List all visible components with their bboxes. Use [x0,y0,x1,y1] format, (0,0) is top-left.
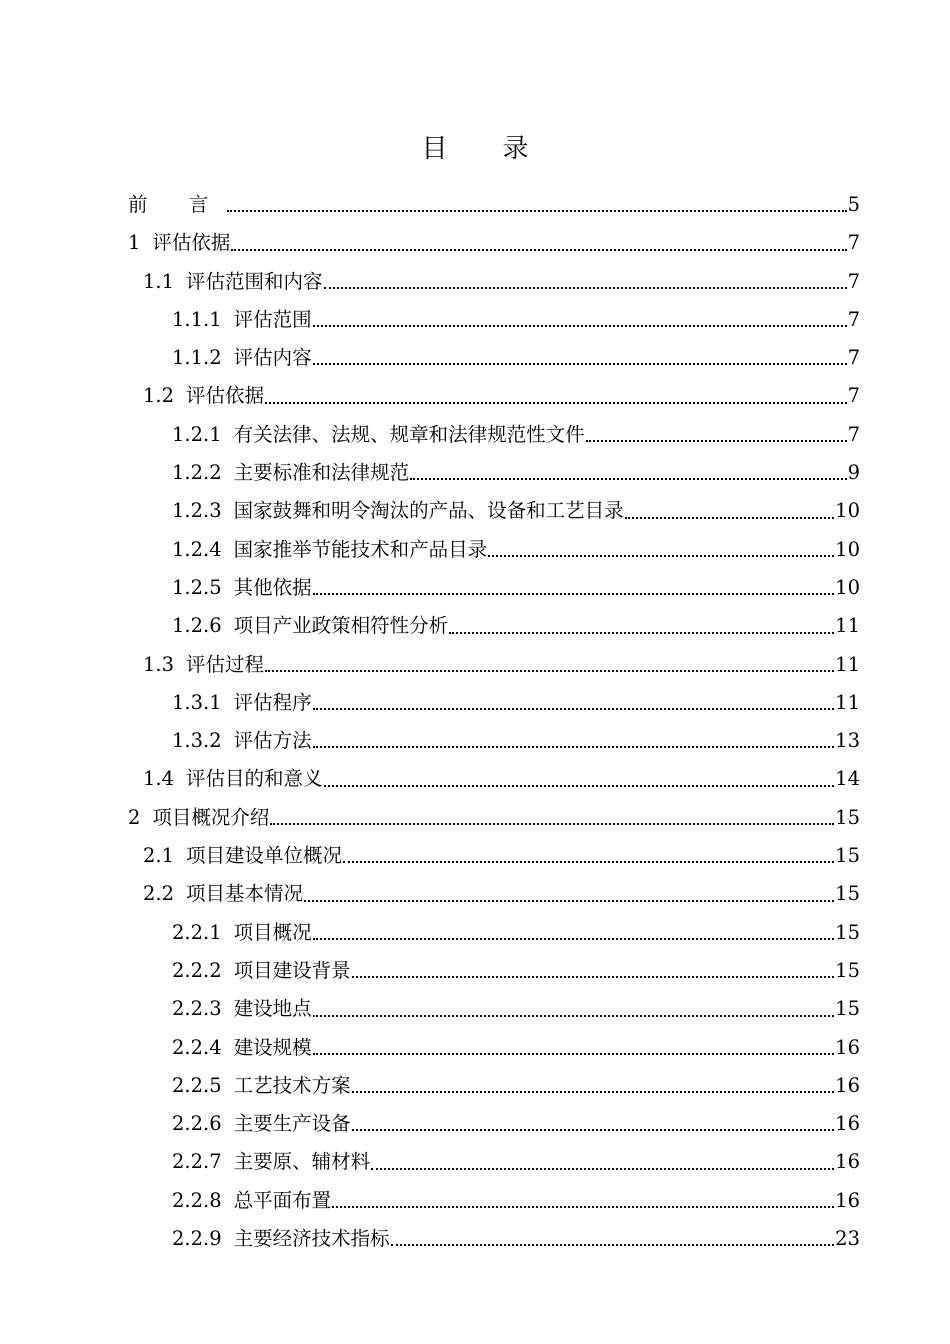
toc-entry-number: 1.3.2 [172,729,222,753]
toc-entry-title: 评估范围和内容 [186,269,323,293]
toc-dot-leader [410,478,846,480]
toc-entry[interactable] [128,301,860,339]
toc-entry[interactable] [128,646,860,684]
toc-entry-title: 有关法律、法规、规章和法律规范性文件 [233,422,585,446]
toc-dot-leader [313,746,835,748]
toc-entry-number: 2.2.3 [172,997,222,1021]
toc-entry-number: 2.2.8 [172,1188,222,1212]
toc-entry-number: 1.2.3 [172,499,222,523]
toc-dot-leader [304,900,834,902]
toc-entry-title: 项目概况 [233,920,312,944]
toc-entry-page-number: 7 [848,377,860,415]
toc-entry[interactable] [128,416,860,454]
toc-entry-number: 1.2.5 [172,575,222,599]
toc-entry-title: 总平面布置 [233,1188,332,1212]
toc-entry[interactable] [128,1182,860,1220]
toc-entry-number: 2.2.4 [172,1035,222,1059]
toc-entry[interactable] [128,760,860,798]
toc-entry-number: 2 [128,805,141,829]
toc-dot-leader [343,861,834,863]
toc-entry-title: 其他依据 [233,575,312,599]
toc-entry-page-number: 13 [835,722,860,760]
toc-entry-title: 评估方法 [233,729,312,753]
toc-entry[interactable] [128,492,860,530]
toc-entry-number: 1.2 [143,384,175,408]
toc-entry[interactable] [128,1067,860,1105]
toc-entry-number: 1.2.2 [172,461,222,485]
toc-entry[interactable] [128,531,860,569]
toc-dot-leader [352,1091,835,1093]
toc-entry-number: 2.2.5 [172,1073,222,1097]
toc-dot-leader [227,210,847,212]
toc-dot-leader [324,287,847,289]
toc-dot-leader [352,1129,835,1131]
toc-entry-title: 项目建设单位概况 [186,844,343,868]
toc-entry-title: 国家鼓舞和明令淘汰的产品、设备和工艺目录 [233,499,624,523]
toc-entry-title: 项目概况介绍 [152,805,270,829]
toc-entry-title: 主要经济技术指标 [233,1227,390,1251]
toc-entry-title: 评估目的和意义 [186,767,323,791]
toc-dot-leader [332,1206,834,1208]
toc-entry-page-number: 16 [835,1029,860,1067]
toc-entry-title: 前 言 [128,193,226,216]
toc-entry-page-number: 15 [835,990,860,1028]
toc-entry-page-number: 7 [848,416,860,454]
toc-dot-leader [313,593,835,595]
toc-entry-title: 项目建设背景 [233,958,351,982]
toc-entry-page-number: 16 [835,1182,860,1220]
toc-entry-number: 2.2.1 [172,920,222,944]
toc-entry-page-number: 11 [835,607,860,645]
toc-entry[interactable] [128,186,860,224]
toc-entry[interactable] [128,875,860,913]
toc-entry-title: 国家推举节能技术和产品目录 [233,537,488,561]
toc-entry[interactable] [128,377,860,415]
toc-entry-title: 主要原、辅材料 [233,1150,371,1174]
toc-entry-page-number: 5 [848,186,860,224]
toc-entry-number: 1.3.1 [172,690,222,714]
toc-entry-page-number: 15 [835,875,860,913]
toc-dot-leader [313,708,835,710]
toc-entry[interactable] [128,1029,860,1067]
toc-entry-number: 1.1.1 [172,307,222,331]
toc-entry-title: 评估依据 [152,231,231,255]
toc-entry-page-number: 7 [848,339,860,377]
toc-dot-leader [265,670,834,672]
toc-entry-title: 工艺技术方案 [233,1073,351,1097]
toc-entry-number: 1.3 [143,652,175,676]
toc-entry-page-number: 11 [835,646,860,684]
toc-entry-page-number: 11 [835,684,860,722]
toc-entry-number: 1.4 [143,767,175,791]
table-of-contents [128,186,860,1258]
toc-entry-page-number: 15 [835,952,860,990]
toc-entry-page-number: 7 [848,301,860,339]
toc-entry-page-number: 7 [848,224,860,262]
toc-entry-number: 1.1 [143,269,175,293]
toc-entry-title: 评估过程 [186,652,265,676]
toc-entry-page-number: 10 [835,492,860,530]
toc-entry[interactable] [128,952,860,990]
toc-entry-page-number: 16 [835,1105,860,1143]
toc-entry-page-number: 16 [835,1067,860,1105]
toc-entry-number: 1.1.2 [172,346,222,370]
toc-dot-leader [265,402,847,404]
toc-entry[interactable] [128,684,860,722]
toc-entry-title: 项目基本情况 [186,882,304,906]
toc-entry-number: 1.2.1 [172,422,222,446]
toc-entry-title: 评估内容 [233,346,312,370]
toc-dot-leader [371,1168,834,1170]
page-title: 目 录 [421,134,552,164]
toc-entry-number: 2.2.2 [172,958,222,982]
toc-entry[interactable] [128,339,860,377]
toc-entry-number: 1 [128,231,141,255]
toc-entry-title: 主要标准和法律规范 [233,461,410,485]
toc-entry-title: 项目产业政策相符性分析 [233,614,449,638]
toc-entry-number: 2.2 [143,882,175,906]
toc-entry[interactable] [128,1105,860,1143]
toc-entry-title: 建设地点 [233,997,312,1021]
toc-entry[interactable] [128,224,860,262]
toc-entry-page-number: 23 [835,1220,860,1258]
toc-dot-leader [449,632,834,634]
toc-entry-page-number: 14 [835,760,860,798]
toc-entry-page-number: 10 [835,531,860,569]
toc-entry[interactable] [128,837,860,875]
toc-dot-leader [324,785,835,787]
toc-dot-leader [586,440,847,442]
toc-entry-title: 评估范围 [233,307,312,331]
toc-entry-page-number: 7 [848,263,860,301]
toc-entry[interactable] [128,607,860,645]
toc-dot-leader [231,249,846,251]
toc-dot-leader [313,1015,835,1017]
toc-entry-number: 2.2.7 [172,1150,222,1174]
toc-entry[interactable] [128,1143,860,1181]
toc-entry-page-number: 15 [835,799,860,837]
toc-dot-leader [313,325,847,327]
toc-entry-page-number: 15 [835,914,860,952]
toc-entry-number: 2.2.6 [172,1112,222,1136]
toc-entry-number: 1.2.6 [172,614,222,638]
toc-entry-title: 评估依据 [186,384,265,408]
toc-dot-leader [313,938,835,940]
toc-dot-leader [352,976,835,978]
toc-entry-title: 评估程序 [233,690,312,714]
toc-entry-page-number: 9 [848,454,860,492]
toc-entry-title: 建设规模 [233,1035,312,1059]
toc-entry[interactable] [128,799,860,837]
toc-dot-leader [313,363,847,365]
toc-entry-page-number: 15 [835,837,860,875]
toc-entry[interactable] [128,569,860,607]
toc-entry-number: 1.2.4 [172,537,222,561]
toc-dot-leader [270,823,834,825]
toc-dot-leader [625,517,835,519]
toc-entry-page-number: 16 [835,1143,860,1181]
toc-dot-leader [488,555,834,557]
toc-entry[interactable] [128,454,860,492]
toc-entry[interactable] [128,914,860,952]
toc-entry-number: 2.2.9 [172,1227,222,1251]
toc-dot-leader [391,1244,835,1246]
toc-dot-leader [313,1053,835,1055]
toc-entry[interactable] [128,263,860,301]
toc-entry-title: 主要生产设备 [233,1112,351,1136]
toc-entry-page-number: 10 [835,569,860,607]
toc-entry[interactable] [128,1220,860,1258]
toc-entry[interactable] [128,990,860,1028]
toc-entry[interactable] [128,722,860,760]
toc-entry-number: 2.1 [143,844,175,868]
